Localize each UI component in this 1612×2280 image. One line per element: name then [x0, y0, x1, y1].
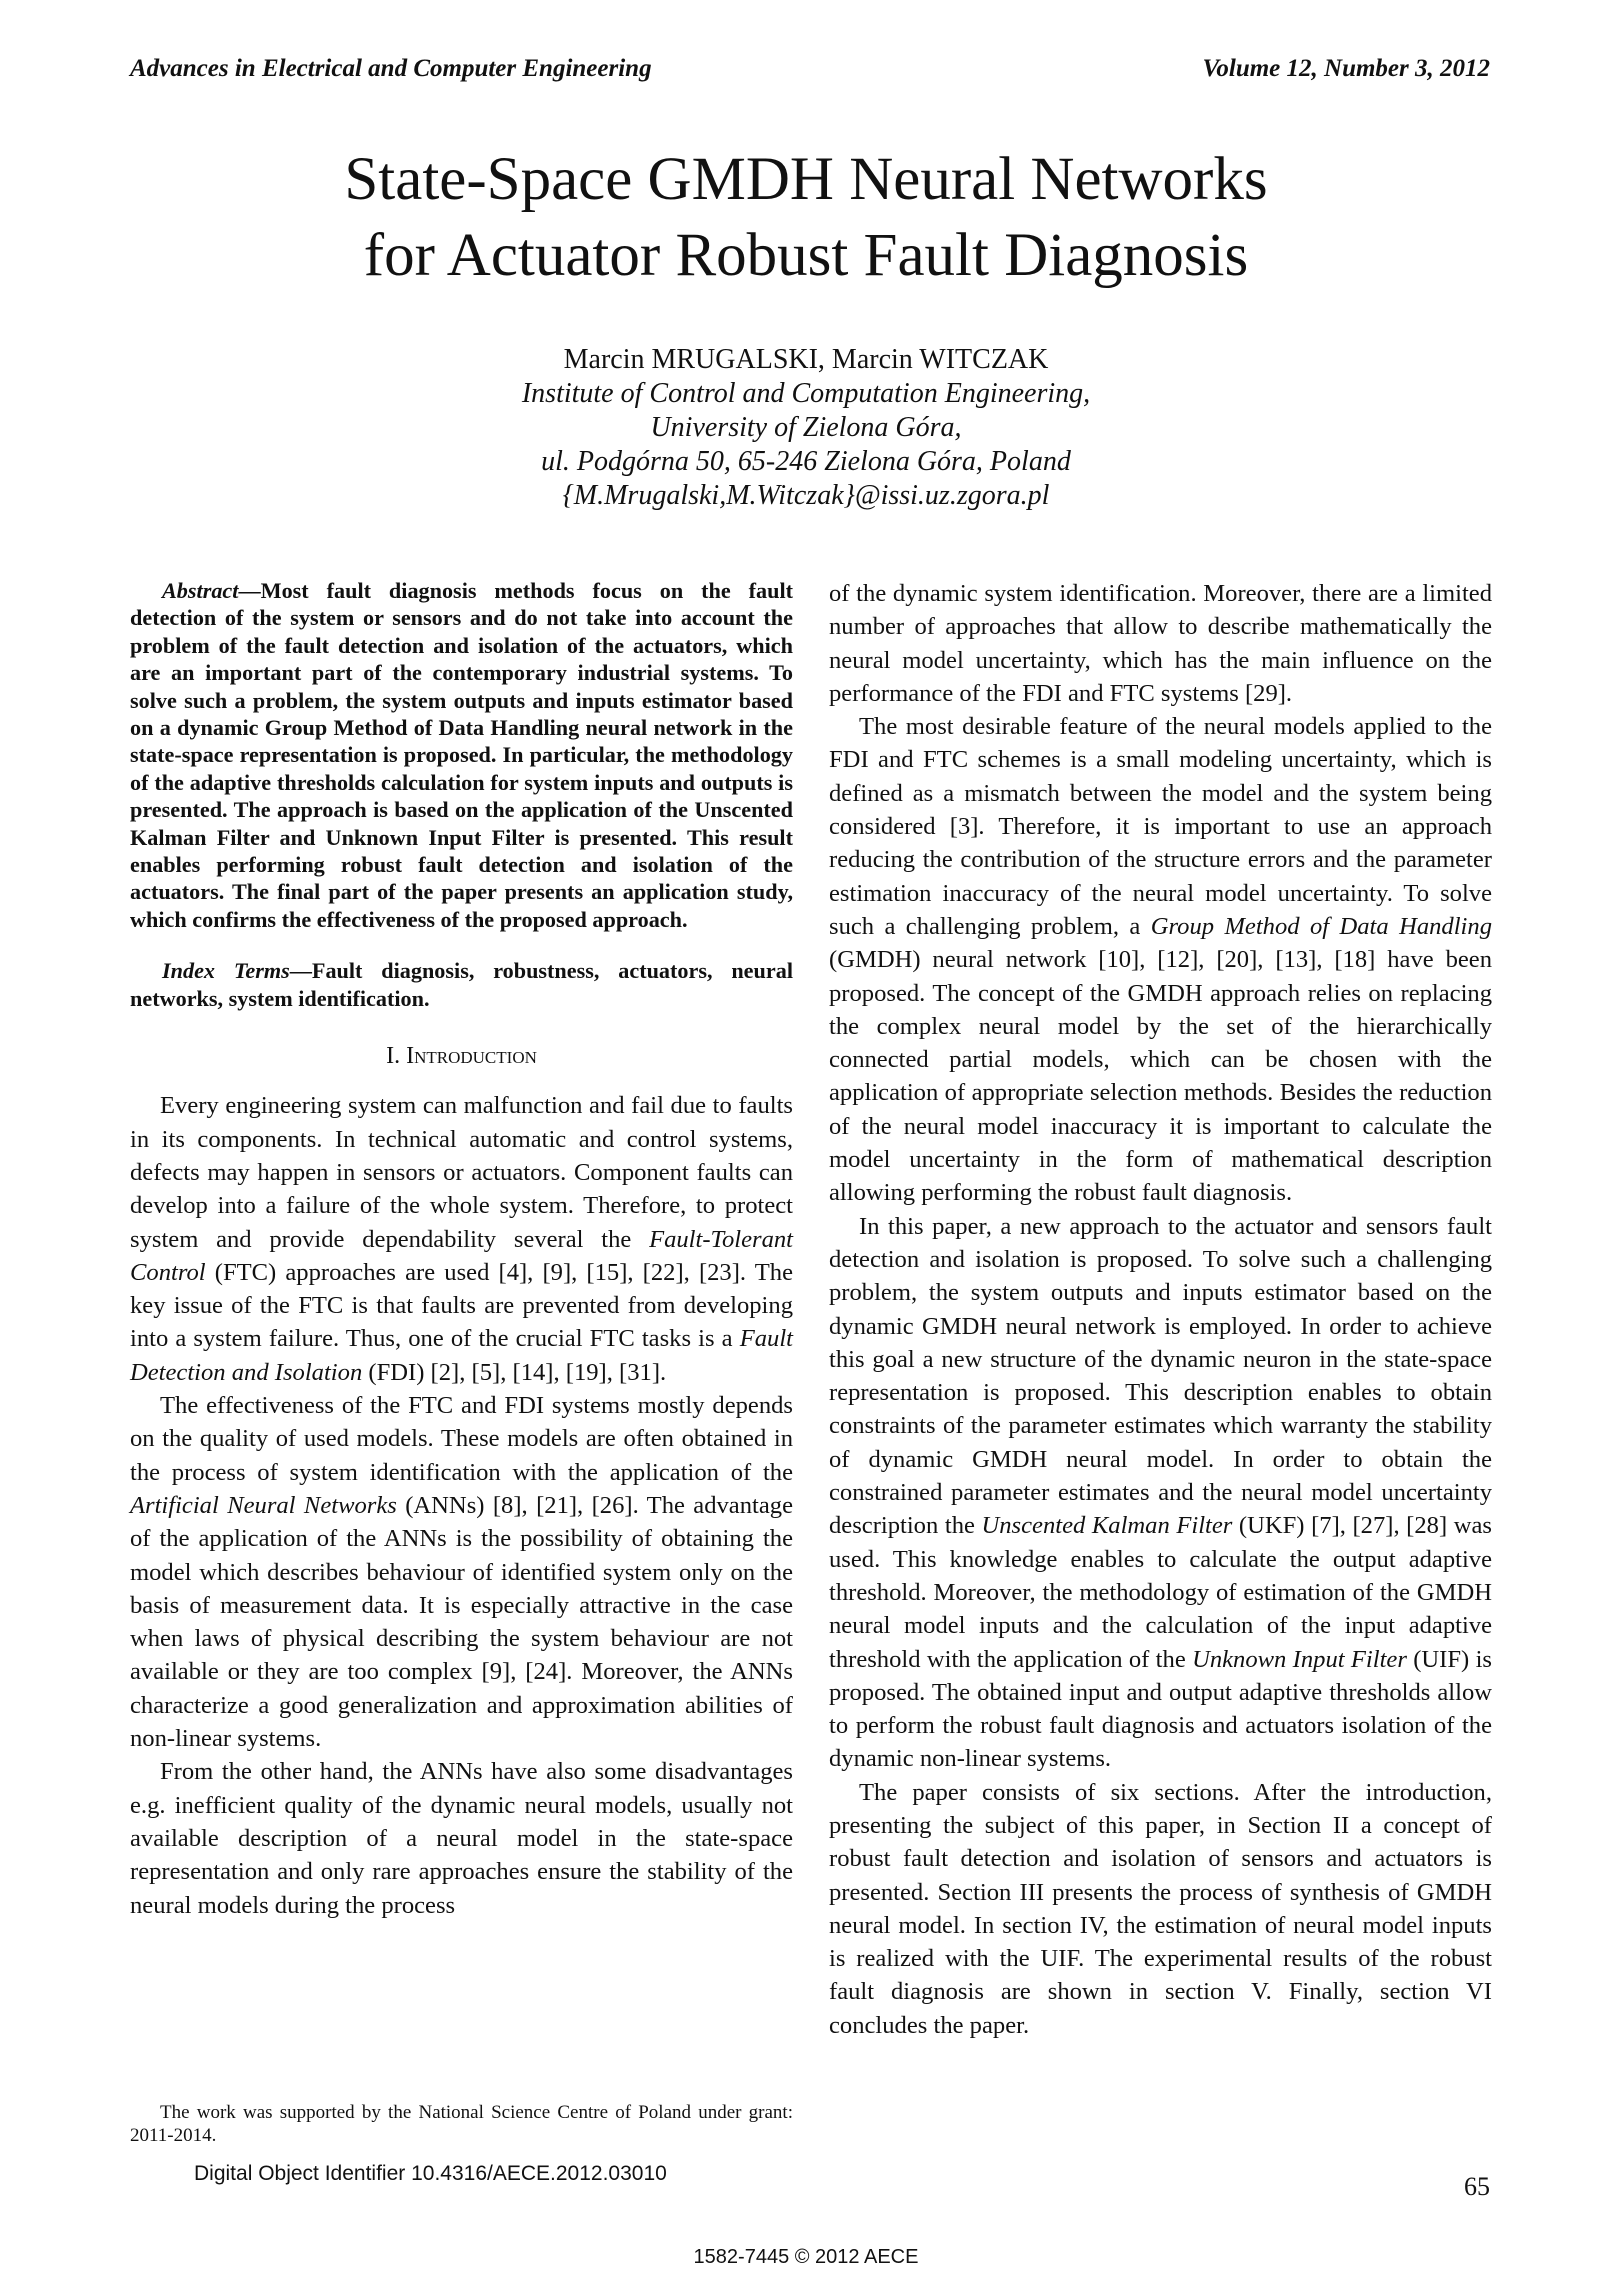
index-terms [130, 957, 793, 1012]
author-institute: Institute of Control and Computation Engineering, [521, 378, 1091, 409]
abstract [130, 577, 793, 933]
abstract-text: —Most fault diagnosis methods focus on the fault detection of the system or sensors and do not take into account the problem of the fault detection and isolation of the actuators, which are an important part of the contemporary industrial systems. To solve such a problem, the system outputs and inputs estimator based on a dynamic Group Method of Data Handling neural network in the state-space representation is proposed. In particular, the methodology of the adaptive thresholds calculation for system inputs and outputs is presented. The approach is based on the application of the Unscented Kalman Filter and Unknown Input Filter is presented. This result enables performing robust fault detection and isolation of the actuators. The final part of the paper presents an application study, which confirms the effectiveness of the proposed approach. [130, 578, 793, 932]
volume-info: Volume 12, Number 3, 2012 [1202, 55, 1490, 82]
index-terms-label: Index Terms [162, 958, 290, 984]
title-line-2: for Actuator Robust Fault Diagnosis [363, 222, 1249, 289]
section-title: Introduction [406, 1043, 537, 1070]
doi: Digital Object Identifier 10.4316/AECE.2012.03010 [194, 2162, 667, 2185]
body-paragraph: of the dynamic system identification. Moreover, there are a limited number of approaches that allow to describe mathematically the neural model uncertainty, which has the main influence on the performance of the FDI and FTC systems [29]. [829, 580, 1492, 707]
author-university: University of Zielona Góra, [650, 412, 962, 443]
author-block [0, 343, 1612, 513]
copyright: 1582-7445 © 2012 AECE [693, 2246, 919, 2268]
abstract-label: Abstract [162, 578, 239, 603]
title-line-1: State-Space GMDH Neural Networks [344, 146, 1268, 213]
author-names: Marcin MRUGALSKI, Marcin WITCZAK [563, 344, 1049, 375]
left-column [130, 577, 793, 1922]
body-paragraph: In this paper, a new approach to the actuator and sensors fault detection and isolation is proposed. To solve such a challenging problem, the system outputs and inputs estimator based on the dynamic GMDH neural network is employed. In order to achieve this goal a new structure of the dynamic neuron in the state-space representation is proposed. This description enables to obtain constraints of the parameter estimates which warranty the stability of dynamic GMDH neural model. In order to obtain the constrained parameter estimates and the neural model uncertainty description the Unscented Kalman Filter (UKF) [7], [27], [28] was used. This knowledge enables to calculate the output adaptive threshold. Moreover, the methodology of estimation of the GMDH neural model inputs and the calculation of the input adaptive threshold with the application of the Unknown Input Filter (UIF) is proposed. The obtained input and output adaptive thresholds allow to perform the robust fault diagnosis and actuators isolation of the dynamic non-linear systems. [829, 1212, 1492, 1773]
body-paragraph: The most desirable feature of the neural models applied to the FDI and FTC schemes is a small modeling uncertainty, which is defined as a mismatch between the model and the system being considered [3]. Therefore, it is important to use an approach reducing the contribution of the structure errors and the parameter estimation inaccuracy of the neural model uncertainty. To solve such a challenging problem, a Group Method of Data Handling (GMDH) neural network [10], [12], [20], [13], [18] have been proposed. The concept of the GMDH approach relies on replacing the complex neural model by the set of the hierarchically connected partial models, which can be chosen with the application of appropriate selection methods. Besides the reduction of the neural model inaccuracy it is important to calculate the model uncertainty in the form of mathematical description allowing performing the robust fault diagnosis. [829, 713, 1492, 1207]
body-paragraph: The paper consists of six sections. After the introduction, presenting the subject of this paper, in Section II a concept of robust fault detection and isolation of sensors and actuators is presented. Section III presents the process of synthesis of GMDH neural model. In section IV, the estimation of neural model inputs is realized with the UIF. The experimental results of the robust fault diagnosis are shown in section V. Finally, section VI concludes the paper. [829, 1778, 1492, 2039]
section-number: I. [386, 1043, 401, 1070]
page-number: 65 [1464, 2172, 1490, 2201]
author-address: ul. Podgórna 50, 65-246 Zielona Góra, Poland [541, 446, 1071, 477]
author-email: {M.Mrugalski,M.Witczak}@issi.uz.zgora.pl [562, 480, 1050, 511]
paper-title [0, 142, 1612, 294]
body-paragraph: The effectiveness of the FTC and FDI systems mostly depends on the quality of used models. These models are often obtained in the process of system identification with the application of the Artificial Neural Networks (ANNs) [8], [21], [26]. The advantage of the application of the ANNs is the possibility of obtaining the model which describes behaviour of identified system only on the basis of measurement data. It is especially attractive in the case when laws of physical describing the system behaviour are not available or they are too complex [9], [24]. Moreover, the ANNs characterize a good generalization and approximation abilities of non-linear systems. [130, 1392, 793, 1753]
body-paragraph: From the other hand, the ANNs have also some disadvantages e.g. inefficient quality of the dynamic neural models, usually not available description of a neural model in the state-space representation and only rare approaches ensure the stability of the neural models during the process [130, 1758, 793, 1919]
section-heading-introduction [130, 1040, 793, 1073]
right-column [829, 577, 1492, 2042]
body-paragraph: Every engineering system can malfunction and fail due to faults in its components. In technical automatic and control systems, defects may happen in sensors or actuators. Component faults can develop into a failure of the whole system. Therefore, to protect system and provide dependability several the Fault-Tolerant Control (FTC) approaches are used [4], [9], [15], [22], [23]. The key issue of the FTC is that faults are prevented from developing into a system failure. Thus, one of the crucial FTC tasks is a Fault Detection and Isolation (FDI) [2], [5], [14], [19], [31]. [130, 1092, 793, 1386]
footnote: The work was supported by the National Science Centre of Poland under grant: 2011-2014. [130, 2102, 793, 2146]
index-terms-text: —Fault diagnosis, robustness, actuators, neural networks, system identification. [130, 958, 793, 1011]
journal-name: Advances in Electrical and Computer Engineering [130, 55, 652, 82]
